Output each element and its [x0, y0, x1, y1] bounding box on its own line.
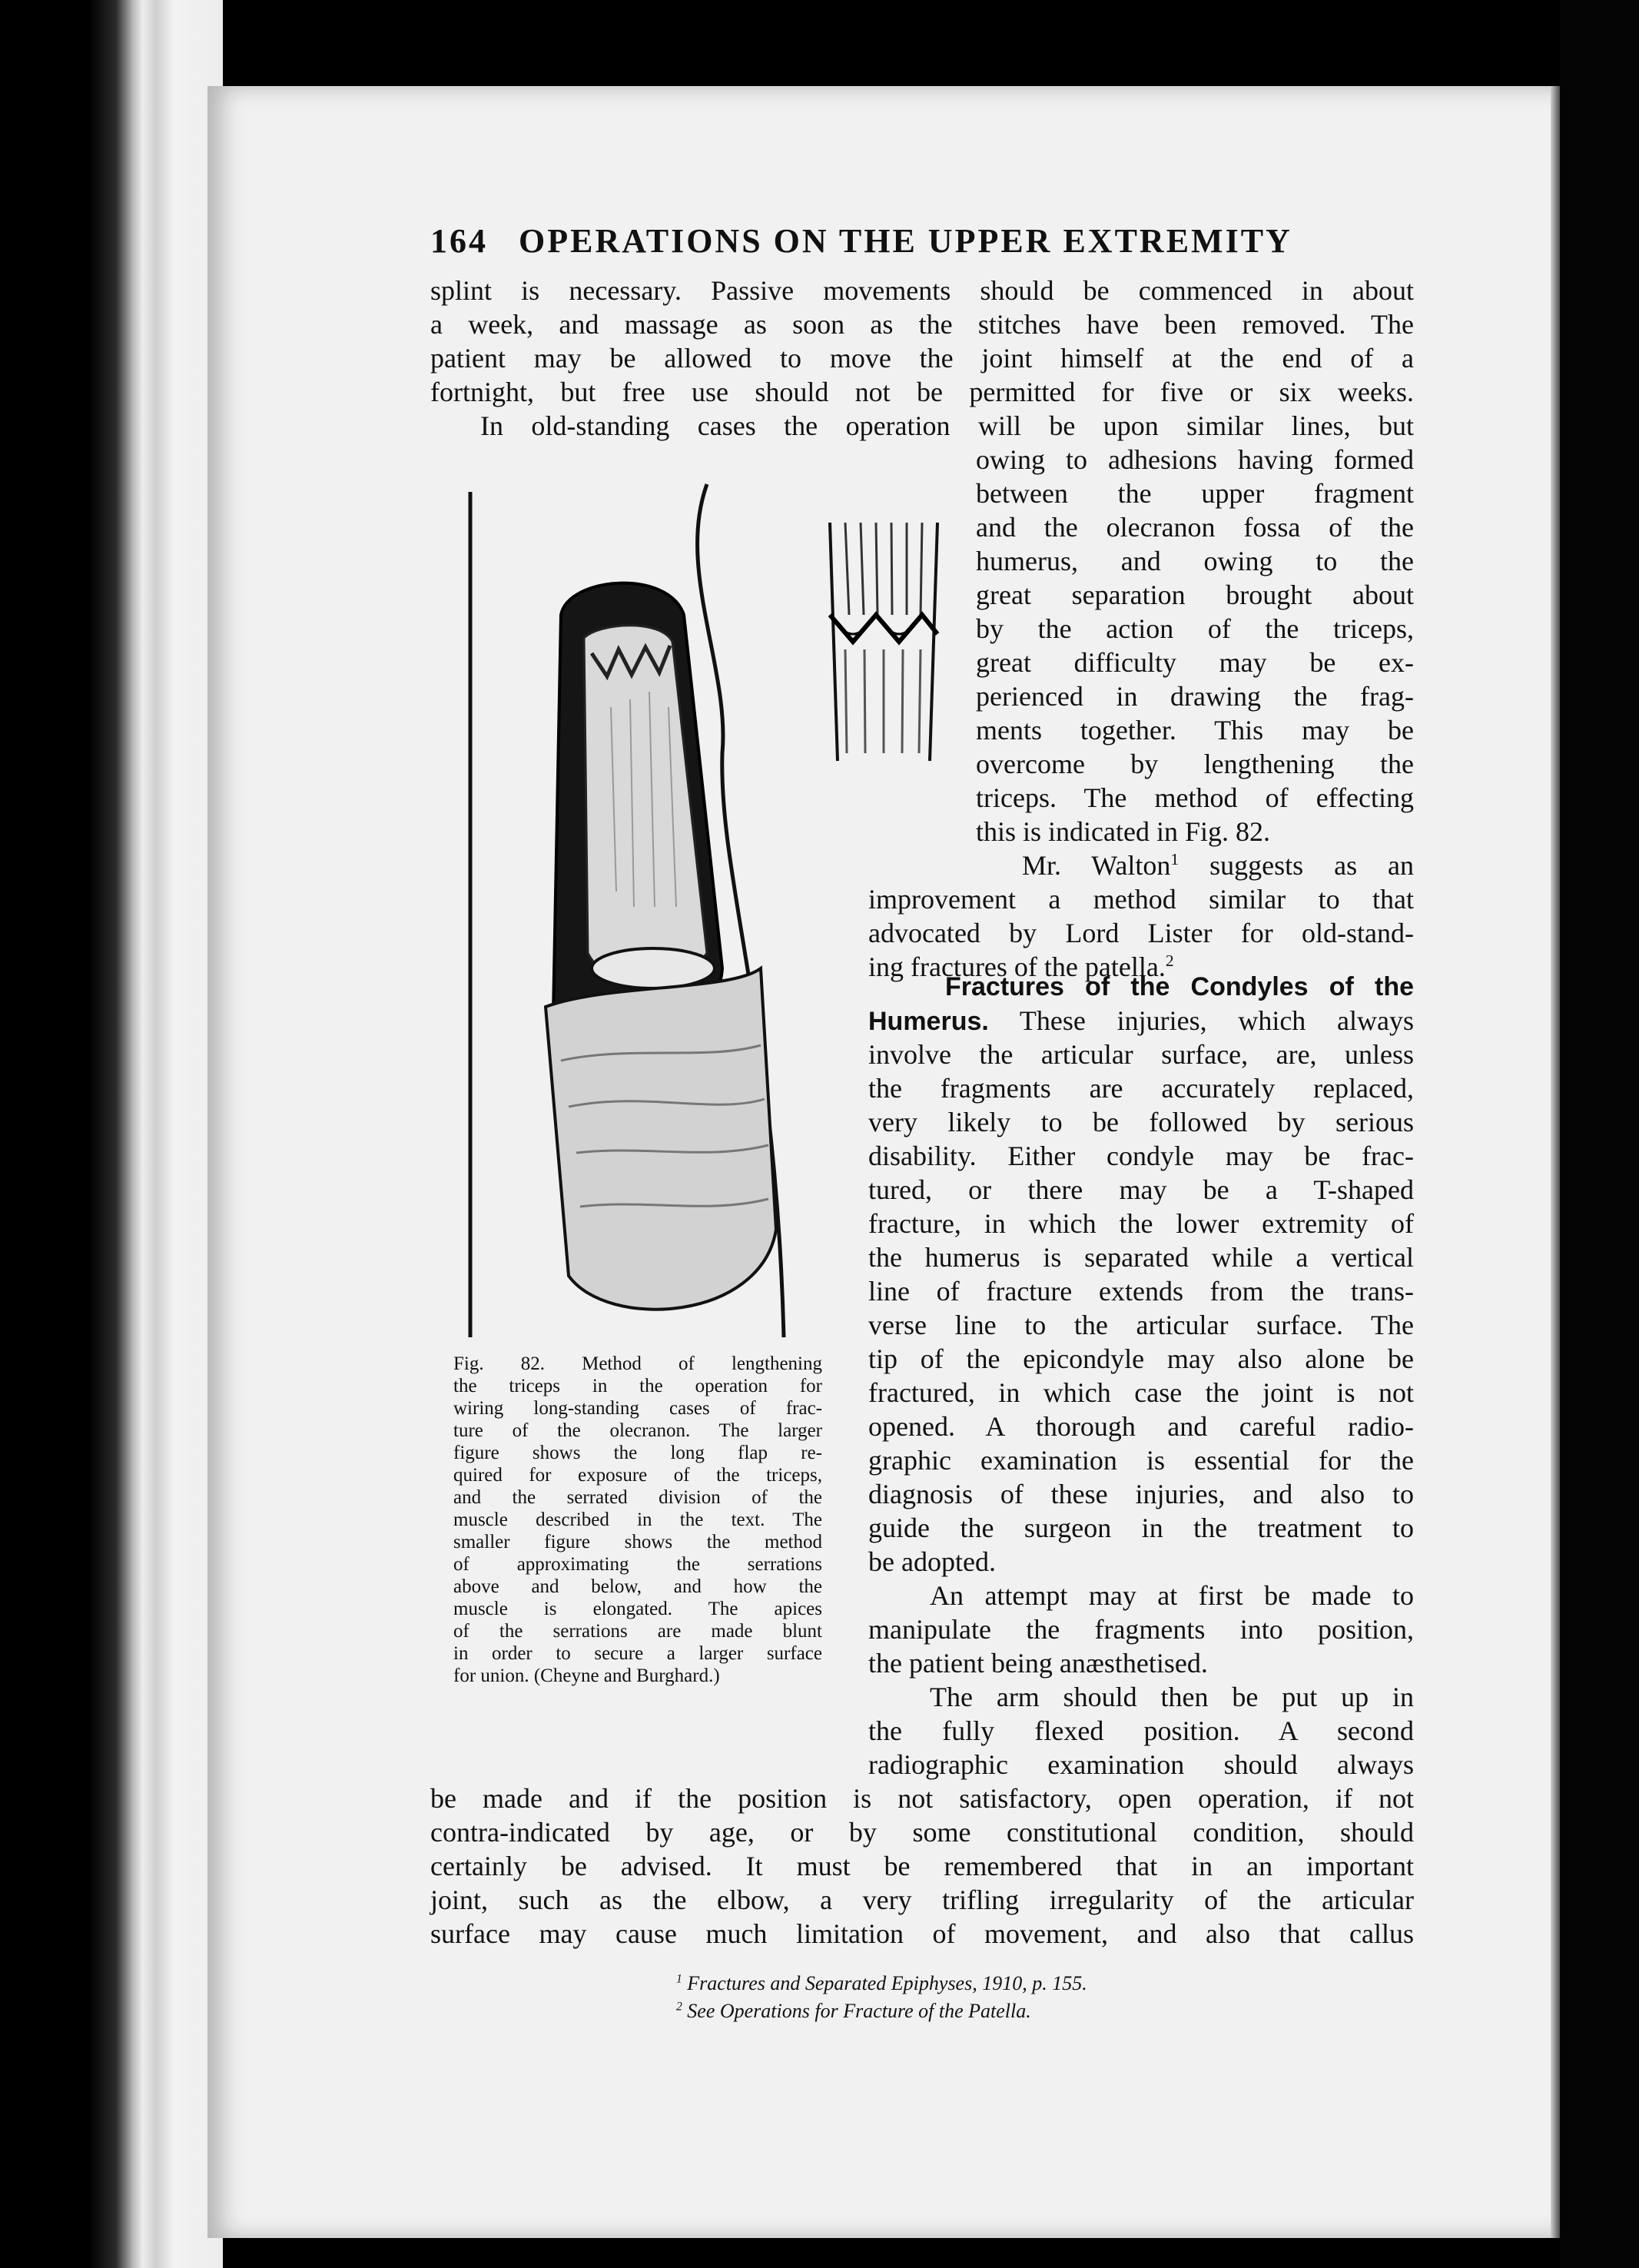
page-number: 164 — [430, 222, 488, 260]
body-line: this is indicated in Fig. 82. — [976, 816, 1270, 847]
figure-caption-line: of the serrations are made blunt — [453, 1621, 822, 1642]
body-line: ments together. This may be — [976, 715, 1414, 745]
figure-caption-line: quired for exposure of the triceps, — [453, 1465, 822, 1486]
scan-border-right — [1560, 0, 1639, 2268]
body-line: owing to adhesions having formed — [976, 444, 1414, 475]
body-line: the fully flexed position. A second — [868, 1715, 1414, 1746]
body-line: great separation brought about — [976, 579, 1414, 610]
body-line: overcome by lengthening the — [976, 749, 1414, 779]
figure-caption-line: wiring long-standing cases of frac- — [453, 1398, 822, 1419]
body-line: The arm should then be put up in — [930, 1682, 1414, 1712]
body-line: guide the surgeon in the treatment to — [868, 1513, 1414, 1543]
footnote-marker: 2 — [1165, 951, 1174, 970]
body-line: diagnosis of these injuries, and also to — [868, 1479, 1414, 1509]
body-line: great difficulty may be ex- — [976, 647, 1414, 678]
figure-caption-line: the triceps in the operation for — [453, 1376, 822, 1396]
body-line: verse line to the articular surface. The — [868, 1310, 1414, 1340]
body-line: manipulate the fragments into position, — [868, 1614, 1414, 1645]
body-line: a week, and massage as soon as the stitches have been removed. The — [430, 309, 1414, 340]
body-line: involve the articular surface, are, unless — [868, 1039, 1414, 1070]
serrated-junction — [830, 615, 937, 642]
figure-caption-line: ture of the olecranon. The larger — [453, 1420, 822, 1441]
figure-caption-line: for union. (Cheyne and Burghard.) — [453, 1665, 720, 1686]
body-line: perienced in drawing the frag- — [976, 681, 1414, 712]
body-line: In old-standing cases the operation will be upon similar lines, but — [480, 410, 1414, 441]
footnote-1: $^1$ Fractures and Separated Epiphyses, 1910, p. 155. — [676, 1972, 1087, 1994]
lower-fibres — [845, 649, 921, 753]
walton-line: ing fractures of the patella.$^2$ — [868, 951, 1174, 982]
running-title: OPERATIONS ON THE UPPER EXTREMITY — [519, 222, 1292, 260]
body-line: splint is necessary. Passive movements should be commenced in about — [430, 275, 1414, 306]
body-line: advocated by Lord Lister for old-stand- — [868, 918, 1414, 948]
body-line: graphic examination is essential for the — [868, 1445, 1414, 1476]
figure-caption-line: and the serrated division of the — [453, 1487, 822, 1508]
body-line: the patient being anæsthetised. — [868, 1648, 1208, 1679]
body-line: by the action of the triceps, — [976, 613, 1414, 644]
body-line: tured, or there may be a T-shaped — [868, 1174, 1414, 1205]
body-line: line of fracture extends from the trans- — [868, 1276, 1414, 1307]
body-line: the humerus is separated while a vertical — [868, 1242, 1414, 1273]
walton-line: Mr. Walton$^1$ suggests as an — [1022, 850, 1414, 881]
body-line: surface may cause much limitation of movement, and also that callus — [430, 1918, 1414, 1949]
body-line: An attempt may at first be made to — [930, 1580, 1414, 1611]
body-line: opened. A thorough and careful radio- — [868, 1411, 1414, 1442]
upper-fibres — [845, 523, 922, 615]
serration-approximation-illustration — [815, 507, 953, 769]
body-line: humerus, and owing to the — [976, 546, 1414, 576]
figure-caption-line: of approximating the serrations — [453, 1554, 822, 1575]
body-line: fortnight, but free use should not be permitted for five or six weeks. — [430, 377, 1414, 407]
body-line: contra-indicated by age, or by some constitutional condition, should — [430, 1817, 1414, 1848]
reflected-skin-flap — [546, 968, 776, 1310]
figure-caption-line: smaller figure shows the method — [453, 1532, 822, 1552]
figure-caption-line: in order to secure a larger surface — [453, 1643, 822, 1664]
body-line: fracture, in which the lower extremity of — [868, 1208, 1414, 1239]
scan-border-left — [0, 0, 223, 2268]
body-line: very likely to be followed by serious — [868, 1107, 1414, 1137]
olecranon — [592, 948, 715, 988]
section-heading: Fractures of the Condyles of the — [945, 972, 1414, 1001]
heading-line: Humerus. These injuries, which always — [868, 1005, 1414, 1036]
body-line: patient may be allowed to move the joint himself at the end of a — [430, 343, 1414, 374]
body-line: triceps. The method of effecting — [976, 782, 1414, 813]
body-line: improvement a method similar to that — [868, 884, 1414, 915]
body-line: disability. Either condyle may be frac- — [868, 1141, 1414, 1171]
suture-loops — [838, 623, 914, 634]
body-line: radiographic examination should always — [868, 1749, 1414, 1780]
body-line: the fragments are accurately replaced, — [868, 1073, 1414, 1104]
footnote-marker: 1 — [1170, 850, 1179, 868]
body-line: tip of the epicondyle may also alone be — [868, 1343, 1414, 1374]
body-line: be adopted. — [868, 1546, 996, 1577]
figure-caption-line: muscle described in the text. The — [453, 1509, 822, 1530]
triceps-flap-illustration — [453, 477, 822, 1345]
figure-caption-line: Fig. 82. Method of lengthening — [453, 1353, 822, 1374]
figure-caption-line: above and below, and how the — [453, 1576, 822, 1597]
figure-caption-line: muscle is elongated. The apices — [453, 1599, 822, 1619]
body-line: be made and if the position is not satisfactory, open operation, if not — [430, 1783, 1414, 1814]
body-line: certainly be advised. It must be remembered that in an important — [430, 1851, 1414, 1881]
running-header — [430, 221, 1429, 267]
body-line: and the olecranon fossa of the — [976, 512, 1414, 543]
section-heading-cont: Humerus. — [868, 1007, 989, 1036]
footnote-2: $^2$ See Operations for Fracture of the Patella. — [676, 2000, 1031, 2022]
body-line: between the upper fragment — [976, 478, 1414, 509]
body-line: joint, such as the elbow, a very trifling irregularity of the articular — [430, 1884, 1414, 1915]
figure-caption-line: figure shows the long flap re- — [453, 1443, 822, 1463]
body-line: fractured, in which case the joint is not — [868, 1377, 1414, 1408]
